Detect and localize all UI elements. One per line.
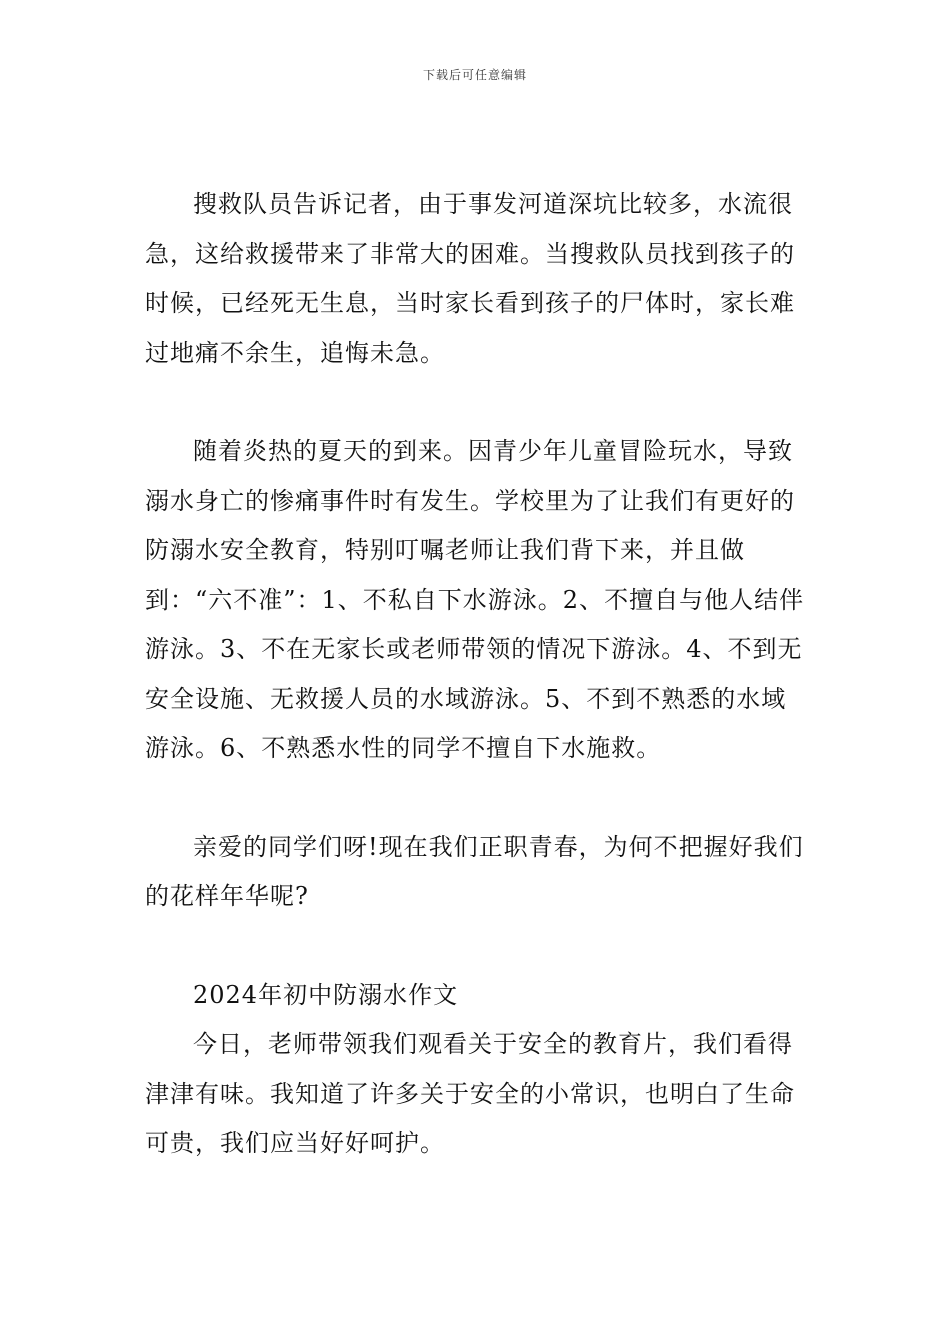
paragraph-six-rules: 随着炎热的夏天的到来。因青少年儿童冒险玩水，导致溺水身亡的惨痛事件时有发生。学校里为了让我们有更好的防溺水安全教育，特别叮嘱老师让我们背下来，并且做到：“六不准”：1、不私自下水游泳。2、不擅自与他人结伴游泳。3、不在无家长或老师带领的情况下游泳。4、不到无安全设施、无救援人员的水域游泳。5、不到不熟悉的水域游泳。6、不熟悉水性的同学不擅自下水施救。 xyxy=(145,437,805,762)
paragraph-gap xyxy=(145,922,810,971)
header-note: 下载后可任意编辑 xyxy=(422,68,527,82)
paragraph-gap xyxy=(145,774,810,823)
paragraph-rescue: 搜救队员告诉记者，由于事发河道深坑比较多，水流很急，这给救援带来了非常大的困难。当搜救队员找到孩子的时候，已经死无生息，当时家长看到孩子的尸体时，家长难过地痛不余生，追悔未急。 xyxy=(145,190,795,367)
section-title: 2024年初中防溺水作文 xyxy=(193,980,459,1009)
paragraph-appeal: 亲爱的同学们呀!现在我们正职青春，为何不把握好我们的花样年华呢? xyxy=(145,832,804,910)
document-body xyxy=(145,180,810,1169)
paragraph-gap xyxy=(145,378,810,427)
paragraph-safety-film: 今日，老师带领我们观看关于安全的教育片，我们看得津津有味。我知道了许多关于安全的小常识，也明白了生命可贵，我们应当好好呵护。 xyxy=(145,1030,795,1157)
